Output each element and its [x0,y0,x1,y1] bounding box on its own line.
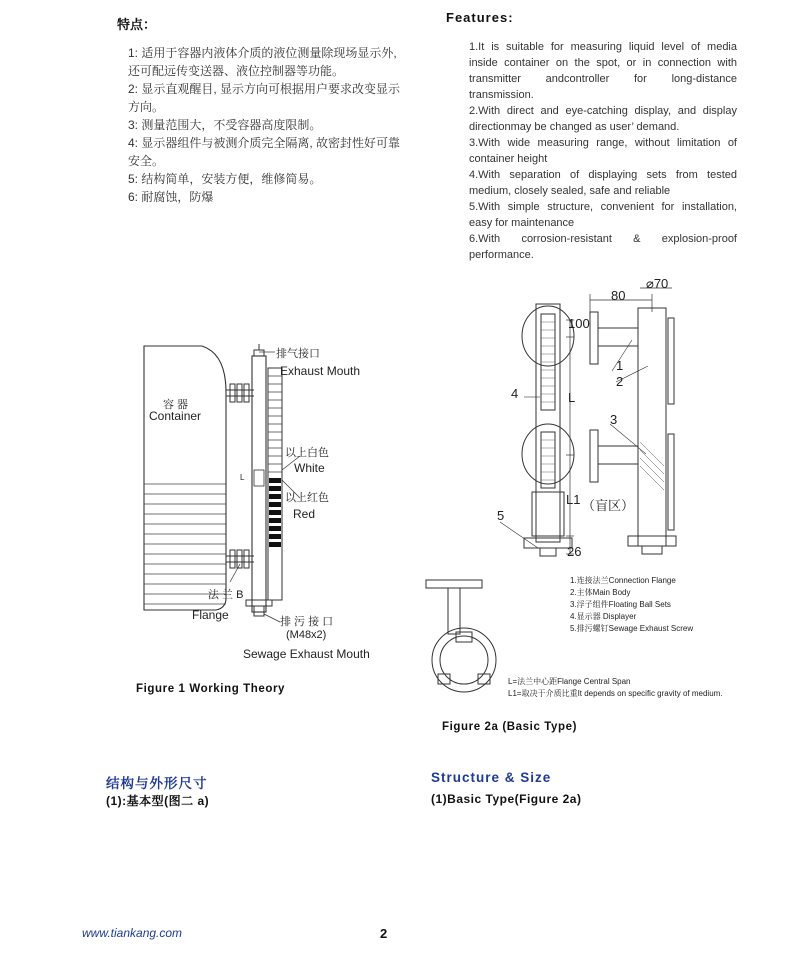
label-red-cn: 以上红色 [285,492,329,504]
features-cn-line: 6: 耐腐蚀，防爆 [128,190,214,204]
figure1-diagram [130,330,390,670]
front-view-hatch [541,322,555,480]
exhaust-cap [254,350,264,356]
lower-flange [226,550,254,568]
display-column [268,368,282,600]
figure2a-diagram [420,270,760,710]
features-cn-line: 5: 结构简单，安装方便，维修简易。 [128,172,322,186]
container-vessel [144,346,226,610]
sewage-plug [254,606,264,616]
features-cn-line: 2: 显示直观醒目, 显示方向可根据用户要求改变显示 [128,82,401,96]
dim-blind-zone: （盲区） [582,498,635,513]
display-flaps-red [269,478,281,547]
l-mark: L [240,473,245,482]
features-cn-list [128,44,418,206]
label-container-cn: 容 器 [163,399,189,411]
sewage-flange [246,600,272,606]
upper-flange [226,384,254,402]
features-en-item: 2.With direct and eye-catching display, and display directionmay be changed as user’ demand. [469,105,737,133]
features-en-item: 5.With simple structure, convenient for installation, easy for maintenance [469,201,737,229]
dim-26: 26 [567,544,582,559]
dim-100: 100 [568,316,590,331]
features-cn-title: 特点： [117,17,157,32]
dim-70: ⌀70 [646,276,669,291]
part-number-2: 2 [616,374,624,389]
label-exhaust-cn: 排气接口 [276,348,320,360]
part-number-3: 3 [610,412,618,427]
part-number-1: 1 [616,358,624,373]
float [254,470,264,486]
legend-item-1: 1.连接法兰Connection Flange [570,576,676,585]
features-en-item: 3.With wide measuring range, without limitation of container height [469,137,737,165]
top-view [426,580,496,692]
label-sewage-cn: 排 污 接 口 [280,616,334,628]
features-cn-line: 方向。 [128,100,165,114]
legend-item-5: 5.排污螺钉Sewage Exhaust Screw [570,624,694,633]
float-hatch [640,442,664,490]
legend-item-4: 4.显示器 Displayer [570,612,637,621]
features-cn-line: 3: 测量范围大，不受容器高度限制。 [128,118,322,132]
note-l1: L1=取决于介质比重It depends on specific gravity of medium. [508,689,723,698]
page-number: 2 [380,926,388,941]
figure2a-caption: Figure 2a (Basic Type) [442,721,578,733]
part-number-5: 5 [497,508,505,523]
label-sewage-en: Sewage Exhaust Mouth [243,647,370,661]
features-en-item: 6.With corrosion-resistant & explosion-proof performance. [469,233,737,261]
features-en-item: 4.With separation of displaying sets from tested medium, closely sealed, safe and reliable [469,169,737,197]
side-view [590,308,676,554]
features-en-title: Features: [446,10,514,25]
note-l: L=法兰中心距Flange Central Span [508,677,631,686]
features-cn-line: 4: 显示器组件与被测介质完全隔离, 故密封性好可靠 [128,136,401,150]
figure1-caption: Figure 1 Working Theory [136,683,286,695]
section-subtitle-cn: (1):基本型(图二 a) [106,794,210,808]
section-title-en: Structure & Size [431,770,552,785]
display-flaps-white [268,376,282,472]
dim-l1: L1 [566,492,581,507]
label-sewage-thread: (M48x2) [286,629,327,641]
section-subtitle-en: (1)Basic Type(Figure 2a) [431,792,582,806]
legend-item-2: 2.主体Main Body [570,588,631,597]
features-en-item: 1.It is suitable for measuring liquid level of media inside container on the spot, or in connection with transmitter andcontroller for long-distance transmission. [469,41,737,101]
label-flange-cn: 法 兰 B [208,589,244,601]
liquid-level-lines [144,484,226,604]
footer-website-link[interactable]: www.tiankang.com [82,926,183,940]
label-flange-en: Flange [192,608,229,622]
features-cn-line: 1: 适用于容器内液体介质的液位测量除现场显示外, [128,46,397,60]
label-red-en: Red [293,507,316,521]
part-number-4: 4 [511,386,519,401]
legend-item-3: 3.浮子组件Floating Ball Sets [570,600,671,609]
dim-80: 80 [611,288,626,303]
section-title-cn: 结构与外形尺寸 [106,776,208,791]
label-white-cn: 以上白色 [285,447,329,459]
label-exhaust-en: Exhaust Mouth [280,364,361,378]
figure2a-leaders [500,340,648,548]
features-cn-line: 安全。 [128,154,165,168]
label-container-en: Container [149,409,202,423]
label-white-en: White [294,461,325,475]
features-en-list [469,39,737,263]
dim-l: L [568,390,576,405]
figure1-leaders [230,352,300,622]
front-view [522,304,574,556]
features-cn-line: 还可配远传变送器、液位控制器等功能。 [128,64,345,78]
